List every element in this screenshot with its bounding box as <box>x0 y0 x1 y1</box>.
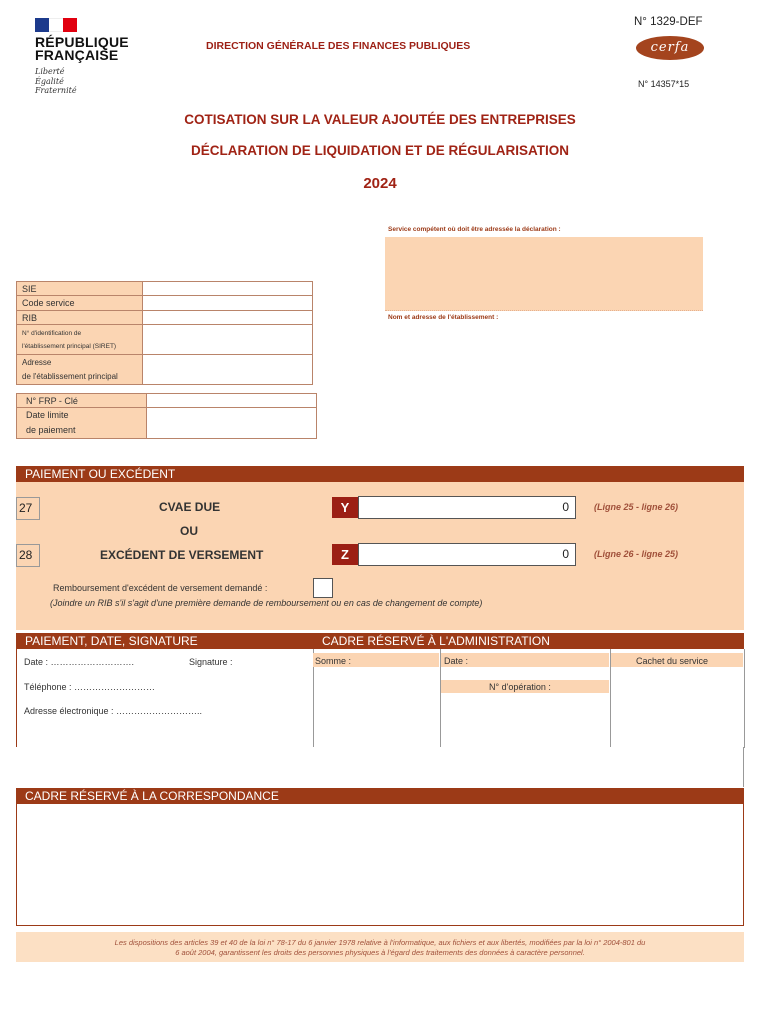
section-admin-title: CADRE RÉSERVÉ À L'ADMINISTRATION <box>313 633 744 649</box>
admin-spacer <box>16 747 744 787</box>
marianne-flag-icon <box>35 18 78 32</box>
direction-title: DIRECTION GÉNÉRALE DES FINANCES PUBLIQUES <box>206 40 471 52</box>
cerfa-logo: cerfa <box>636 36 704 60</box>
service-address-field[interactable] <box>385 237 703 311</box>
line-28-number: 28 <box>16 544 40 567</box>
section-signature-title: PAIEMENT, DATE, SIGNATURE <box>16 633 313 649</box>
code-service-label: Code service <box>17 296 143 311</box>
ou-label: OU <box>180 524 198 538</box>
service-label: Service compétent où doit être adressée la déclaration : <box>388 226 561 233</box>
operation-label: N° d'opération : <box>489 682 551 692</box>
signature-label[interactable]: Signature : <box>189 657 233 667</box>
cvae-due-field[interactable]: 0 <box>358 496 576 519</box>
email-field[interactable]: Adresse électronique : ……………………….. <box>24 706 203 716</box>
establishment-label: Nom et adresse de l'établissement : <box>388 314 499 321</box>
remboursement-note: (Joindre un RIB s'il s'agit d'une première demande de remboursement ou en cas de changement de compte) <box>50 598 483 608</box>
frp-field[interactable] <box>147 394 317 408</box>
rib-label: RIB <box>17 311 143 325</box>
admin-date-label: Date : <box>444 656 469 666</box>
remboursement-checkbox[interactable] <box>313 578 333 598</box>
line-27-number: 27 <box>16 497 40 520</box>
cerfa-number: N° 14357*15 <box>638 79 690 89</box>
siret-field[interactable] <box>143 325 313 355</box>
sie-label: SIE <box>17 282 143 296</box>
address-label: Adresse de l'établissement principal <box>17 355 143 385</box>
code-z: Z <box>332 544 358 565</box>
somme-label: Somme : <box>315 656 352 666</box>
ident-table <box>16 281 313 385</box>
year: 2024 <box>363 175 397 192</box>
form-number: N° 1329-DEF <box>634 16 703 28</box>
correspondance-area[interactable] <box>16 804 744 926</box>
code-y: Y <box>332 497 358 518</box>
due-date-field[interactable] <box>147 408 317 439</box>
address-field[interactable] <box>143 355 313 385</box>
section-paiement-title: PAIEMENT OU EXCÉDENT <box>16 466 744 482</box>
due-date-label: Date limite de paiement <box>17 408 147 439</box>
line-27-label: CVAE DUE <box>159 500 221 514</box>
devise: Liberté Égalité Fraternité <box>35 67 77 95</box>
siret-label: N° d'identification de l'établissement principal (SIRET) <box>17 325 143 355</box>
footer-text: Les dispositions des articles 39 et 40 de la loi n° 78-17 du 6 janvier 1978 relative à l'informatique, aux fichiers et aux libertés, modifiées par la loi n° 2004-801 du 6 août 2004, garantissent les droits des personnes physiques à l'égard des traitements des données à caractère personnel. <box>114 938 646 957</box>
line-27-hint: (Ligne 25 - ligne 26) <box>594 502 679 512</box>
line-28-hint: (Ligne 26 - ligne 25) <box>594 549 679 559</box>
signature-date[interactable]: Date : ………………………. <box>24 657 135 667</box>
frp-table <box>16 393 317 439</box>
main-title: COTISATION SUR LA VALEUR AJOUTÉE DES ENTREPRISES <box>184 112 576 127</box>
frp-label: N° FRP - Clé <box>17 394 147 408</box>
sie-field[interactable] <box>143 282 313 296</box>
rib-field[interactable] <box>143 311 313 325</box>
cachet-label: Cachet du service <box>636 656 709 666</box>
code-service-field[interactable] <box>143 296 313 311</box>
remboursement-label: Remboursement d'excédent de versement demandé : <box>53 583 268 593</box>
republique-francaise-logo: RÉPUBLIQUE FRANÇAISE <box>35 34 129 63</box>
line-28-label: EXCÉDENT DE VERSEMENT <box>100 548 264 562</box>
telephone-field[interactable]: Téléphone : ……………………… <box>24 682 156 692</box>
section-correspondance-title: CADRE RÉSERVÉ À LA CORRESPONDANCE <box>16 788 744 804</box>
excedent-field[interactable]: 0 <box>358 543 576 566</box>
sub-title: DÉCLARATION DE LIQUIDATION ET DE RÉGULARISATION <box>191 143 569 158</box>
